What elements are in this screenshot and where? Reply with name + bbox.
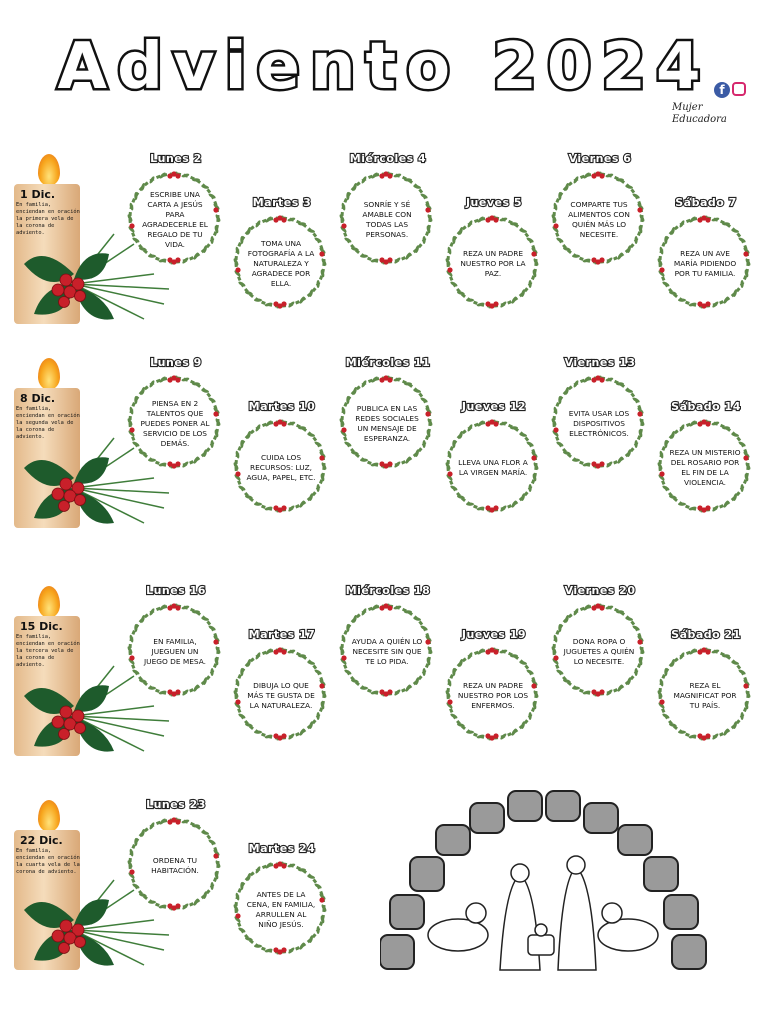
- candle-date: 15 Dic.: [20, 620, 63, 633]
- day-label: Miércoles 4: [349, 152, 427, 165]
- day-label: Viernes 13: [564, 356, 636, 369]
- day-activity: PUBLICA EN LAS REDES SOCIALES UN MENSAJE DE ESPERANZA.: [355, 404, 419, 443]
- day-label: Martes 24: [248, 842, 316, 855]
- page-title: Adviento 2024: [57, 30, 711, 104]
- day-label: Jueves 5: [465, 196, 523, 209]
- day-label: Jueves 19: [461, 628, 527, 641]
- day-activity: EVITA USAR LOS DISPOSITIVOS ELECTRÓNICOS.: [568, 409, 630, 438]
- day-activity: TOMA UNA FOTOGRAFÍA A LA NATURALEZA Y AGRADECE POR ELLA.: [247, 239, 315, 288]
- day-label: Miércoles 11: [345, 356, 431, 369]
- flame-icon: [38, 800, 60, 832]
- advent-candle: [14, 358, 90, 548]
- candle-description: En familia, enciendan en oración la tercera vela de la corona de adviento.: [16, 634, 80, 668]
- day-activity: DONA ROPA O JUGUETES A QUIÉN LO NECESITE.: [563, 637, 635, 666]
- candle-date: 22 Dic.: [20, 834, 63, 847]
- day-activity: REZA UN PADRE NUESTRO POR LA PAZ.: [460, 249, 526, 278]
- day-activity: PIENSA EN 2 TALENTOS QUE PUEDES PONER AL SERVICIO DE LOS DEMÁS.: [140, 399, 210, 448]
- day-label: Jueves 12: [461, 400, 527, 413]
- day-label: Sábado 14: [671, 400, 741, 413]
- nativity-illustration: [380, 785, 710, 975]
- day-activity: DIBUJA LO QUE MÁS TE GUSTA DE LA NATURALEZA.: [247, 681, 315, 710]
- candle-date: 8 Dic.: [20, 392, 56, 405]
- flame-icon: [38, 154, 60, 186]
- day-activity: AYUDA A QUIÉN LO NECESITE SIN QUE TE LO PIDA.: [351, 637, 423, 666]
- day-activity: SONRÍE Y SÉ AMABLE CON TODAS LAS PERSONAS.: [362, 200, 412, 239]
- advent-candle: [14, 586, 90, 776]
- flame-icon: [38, 586, 60, 618]
- day-label: Lunes 2: [150, 152, 202, 165]
- advent-candle: [14, 800, 90, 990]
- day-activity: REZA UN MISTERIO DEL ROSARIO POR EL FIN DE LA VIOLENCIA.: [669, 448, 741, 487]
- candle-description: En familia, enciendan en oración la primera vela de la corona de adviento.: [16, 202, 80, 236]
- day-label: Martes 10: [248, 400, 316, 413]
- brand-name-line1: Mujer: [672, 102, 703, 113]
- facebook-icon[interactable]: f: [714, 82, 730, 98]
- day-label: Lunes 9: [150, 356, 202, 369]
- day-activity: ESCRIBE UNA CARTA A JESÚS PARA AGRADECERLE EL REGALO DE TU VIDA.: [142, 190, 208, 249]
- day-activity: ORDENA TU HABITACIÓN.: [151, 856, 199, 875]
- candle-description: En familia, enciendan en oración la cuarta vela de la corona de adviento.: [16, 848, 80, 875]
- day-activity: ANTES DE LA CENA, EN FAMILIA, ARRULLEN AL NIÑO JESÚS.: [246, 890, 316, 929]
- day-label: Lunes 16: [146, 584, 206, 597]
- day-label: Lunes 23: [146, 798, 206, 811]
- day-label: Sábado 21: [671, 628, 741, 641]
- day-activity: REZA UN AVE MARÍA PIDIENDO POR TU FAMILIA.: [673, 249, 737, 278]
- day-label: Martes 17: [248, 628, 316, 641]
- day-activity: REZA UN PADRE NUESTRO POR LOS ENFERMOS.: [457, 681, 529, 710]
- day-label: Martes 3: [252, 196, 312, 209]
- day-activity: LLEVA UNA FLOR A LA VIRGEN MARÍA.: [458, 458, 528, 477]
- day-activity: COMPARTE TUS ALIMENTOS CON QUIÉN MÁS LO NECESITE.: [568, 200, 630, 239]
- candle-description: En familia, enciendan en oración la segunda vela de la corona de adviento.: [16, 406, 80, 440]
- day-label: Sábado 7: [675, 196, 737, 209]
- flame-icon: [38, 358, 60, 390]
- instagram-icon[interactable]: [732, 82, 746, 96]
- day-activity: CUIDA LOS RECURSOS: LUZ, AGUA, PAPEL, ETC.: [246, 453, 316, 482]
- day-activity: EN FAMILIA, JUEGUEN UN JUEGO DE MESA.: [143, 637, 206, 666]
- brand-name-line2: Educadora: [672, 114, 727, 125]
- advent-candle: [14, 154, 90, 344]
- day-label: Miércoles 18: [345, 584, 431, 597]
- day-label: Viernes 6: [568, 152, 632, 165]
- day-label: Viernes 20: [564, 584, 636, 597]
- candle-date: 1 Dic.: [20, 188, 56, 201]
- day-activity: REZA EL MAGNIFICAT POR TU PAÍS.: [673, 681, 737, 710]
